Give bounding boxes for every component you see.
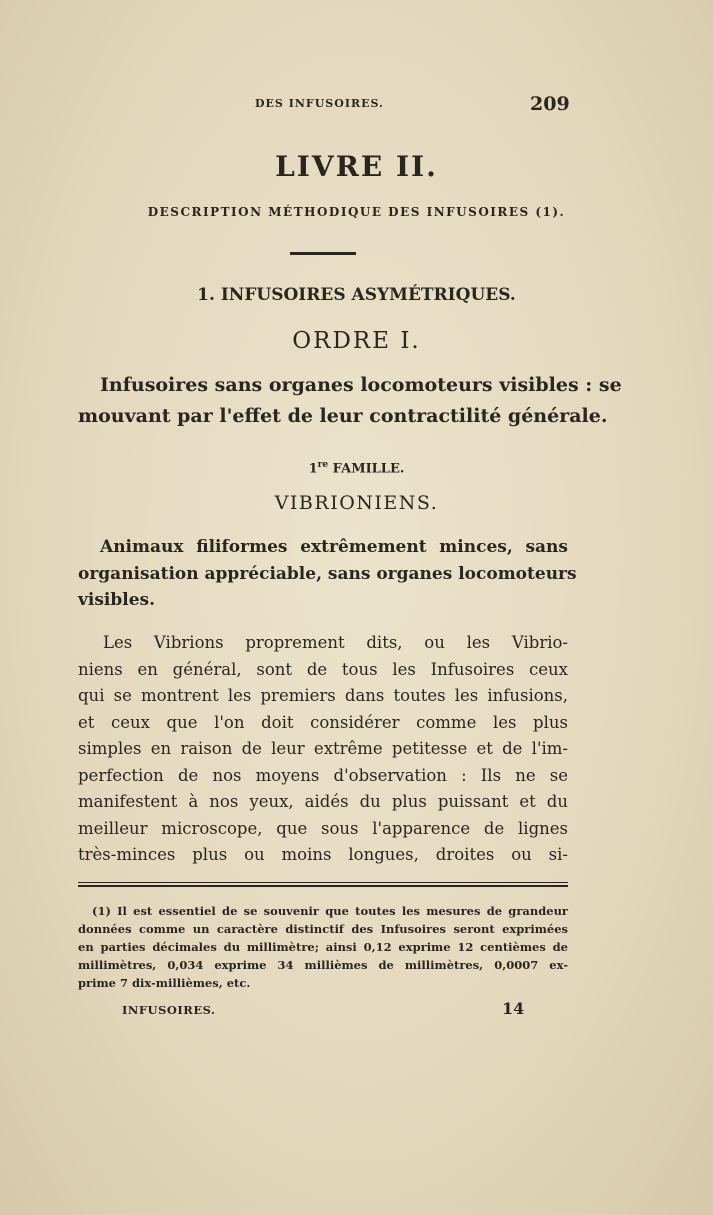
- body-line: qui se montrent les premiers dans toutes les infusions,: [78, 686, 568, 705]
- footnote-line: en parties décimales du millimètre; ainsi 0,12 exprime 12 centièmes de: [78, 940, 568, 954]
- body-line: perfection de nos moyens d'observation : Ils ne se: [78, 766, 568, 785]
- body-line: niens en général, sont de tous les Infusoires ceux: [78, 660, 568, 679]
- order-description-line: Infusoires sans organes locomoteurs visibles : se: [100, 374, 622, 396]
- order-heading: ORDRE I.: [292, 328, 421, 354]
- family-description-line: Animaux filiformes extrêmement minces, sans: [100, 537, 568, 557]
- signature-label: INFUSOIRES.: [122, 1003, 216, 1017]
- family-sup: re: [317, 460, 329, 470]
- body-line: très-minces plus ou moins longues, droites ou si-: [78, 845, 568, 864]
- family-description-line: organisation appréciable, sans organes locomoteurs: [78, 564, 577, 584]
- family-label: [0, 460, 713, 476]
- section-heading: 1. INFUSOIRES ASYMÉTRIQUES.: [197, 285, 516, 305]
- family-description-line: visibles.: [78, 590, 156, 610]
- family-name: VIBRIONIENS.: [274, 492, 439, 514]
- body-line: Les Vibrions proprement dits, ou les Vibrio-: [103, 633, 568, 652]
- body-line: meilleur microscope, que sous l'apparence de lignes: [78, 819, 568, 838]
- divider: [290, 252, 356, 255]
- body-line: simples en raison de leur extrême petitesse et de l'im-: [78, 739, 568, 758]
- footnote-line: prime 7 dix-millièmes, etc.: [78, 976, 251, 990]
- footnote-line: données comme un caractère distinctif des Infusoires seront exprimées: [78, 922, 568, 936]
- footnote-line: millimètres, 0,034 exprime 34 millièmes de millimètres, 0,0007 ex-: [78, 958, 568, 972]
- footnote-line: (1) Il est essentiel de se souvenir que toutes les mesures de grandeur: [92, 904, 568, 918]
- footnote-rule: [78, 885, 568, 887]
- order-description-line: mouvant par l'effet de leur contractilité générale.: [78, 405, 608, 427]
- signature-number: 14: [502, 999, 525, 1018]
- running-title: DES INFUSOIRES.: [255, 97, 384, 110]
- body-line: et ceux que l'on doit considérer comme les plus: [78, 713, 568, 732]
- book-title: LIVRE II.: [275, 150, 438, 183]
- footnote-rule: [78, 882, 568, 883]
- family-number: 1: [308, 461, 318, 477]
- subtitle: DESCRIPTION MÉTHODIQUE DES INFUSOIRES (1).: [147, 205, 566, 219]
- family-label-text: FAMILLE.: [332, 461, 405, 477]
- body-line: manifestent à nos yeux, aidés du plus puissant et du: [78, 792, 568, 811]
- page-number: 209: [530, 93, 570, 115]
